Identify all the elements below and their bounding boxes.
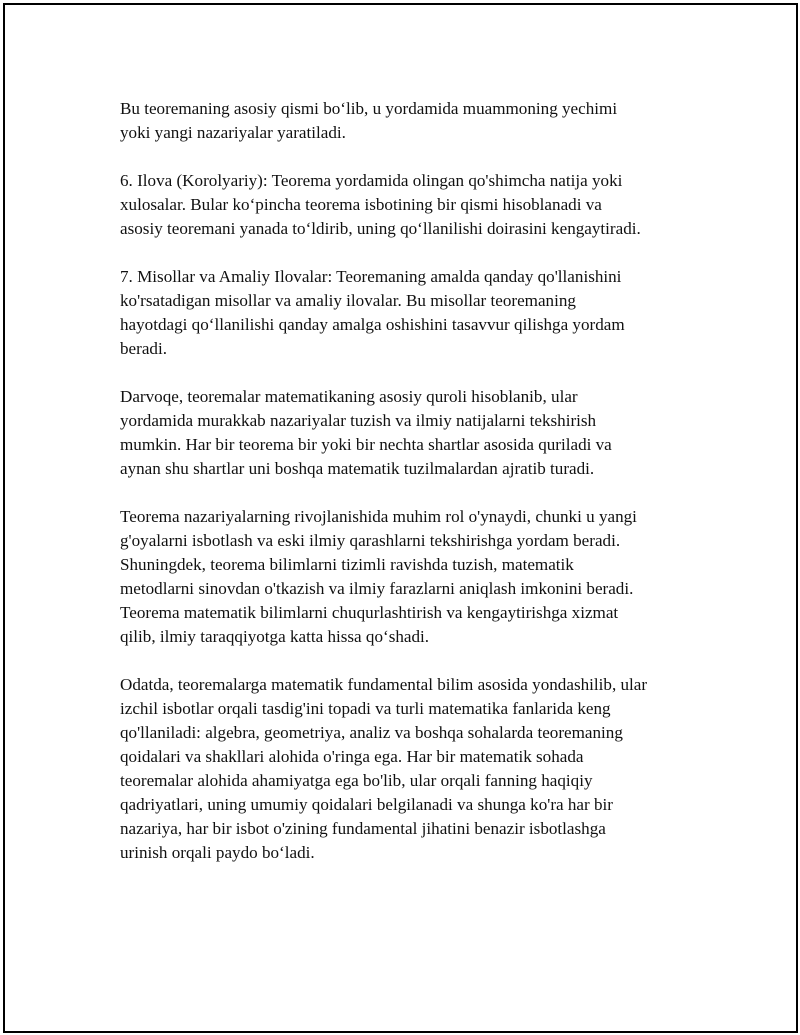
text-line: qilib, ilmiy taraqqiyotga katta hissa qo‘shadi. [120, 627, 430, 646]
text-line: teoremalar alohida ahamiyatga ega bo'lib, ular orqali fanning haqiqiy [120, 771, 593, 790]
text-line: xulosalar. Bular ko‘pincha teorema isbotining bir qismi hisoblanadi va [120, 195, 602, 214]
document-page [3, 3, 798, 1033]
text-line: nazariya, har bir isbot o'zining fundamental jihatini benazir isbotlashga [120, 819, 606, 838]
text-line: Teorema matematik bilimlarni chuqurlashtirish va kengaytirishga xizmat [120, 603, 619, 622]
text-line: aynan shu shartlar uni boshqa matematik tuzilmalardan ajratib turadi. [120, 459, 595, 478]
text-line: 7. Misollar va Amaliy Ilovalar: Teoremaning amalda qanday qo'llanishini [120, 267, 622, 286]
text-line: izchil isbotlar orqali tasdig'ini topadi va turli matematika fanlarida keng [120, 699, 611, 718]
text-line: Odatda, teoremalarga matematik fundamental bilim asosida yondashilib, ular [120, 675, 648, 694]
text-line: Darvoqe, teoremalar matematikaning asosiy quroli hisoblanib, ular [120, 387, 578, 406]
text-line: 6. Ilova (Korolyariy): Teorema yordamida olingan qo'shimcha natija yoki [120, 171, 623, 190]
text-line: beradi. [120, 339, 167, 358]
text-line: asosiy teoremani yanada to‘ldirib, uning qo‘llanilishi doirasini kengaytiradi. [120, 219, 641, 238]
paragraph-theorems-as-tool [120, 385, 710, 481]
text-line: g'oyalarni isbotlash va eski ilmiy qarashlarni tekshirishga yordam beradi. [120, 531, 621, 550]
text-line: yoki yangi nazariyalar yaratiladi. [120, 123, 346, 142]
text-line: Bu teoremaning asosiy qismi bo‘lib, u yordamida muammoning yechimi [120, 99, 618, 118]
text-line: hayotdagi qo‘llanilishi qanday amalga oshishini tasavvur qilishga yordam [120, 315, 625, 334]
text-line: mumkin. Har bir teorema bir yoki bir nechta shartlar asosida quriladi va [120, 435, 612, 454]
text-line: metodlarni sinovdan o'tkazish va ilmiy farazlarni aniqlash imkonini beradi. [120, 579, 634, 598]
text-line: qoidalari va shakllari alohida o'ringa ega. Har bir matematik sohada [120, 747, 584, 766]
text-line: yordamida murakkab nazariyalar tuzish va ilmiy natijalarni tekshirish [120, 411, 597, 430]
text-line: urinish orqali paydo bo‘ladi. [120, 843, 315, 862]
paragraph-examples [120, 265, 710, 361]
text-line: ko'rsatadigan misollar va amaliy ilovalar. Bu misollar teoremaning [120, 291, 576, 310]
paragraph-corollary [120, 169, 710, 241]
text-line: Shuningdek, teorema bilimlarni tizimli ravishda tuzish, matematik [120, 555, 574, 574]
text-line: qo'llaniladi: algebra, geometriya, analiz va boshqa sohalarda teoremaning [120, 723, 623, 742]
paragraph-theorem-main-part [120, 97, 710, 145]
paragraph-theory-development [120, 505, 710, 649]
text-line: qadriyatlari, uning umumiy qoidalari belgilanadi va shunga ko'ra har bir [120, 795, 613, 814]
document-body [120, 97, 710, 889]
text-line: Teorema nazariyalarning rivojlanishida muhim rol o'ynaydi, chunki u yangi [120, 507, 637, 526]
paragraph-fundamental-knowledge [120, 673, 710, 865]
